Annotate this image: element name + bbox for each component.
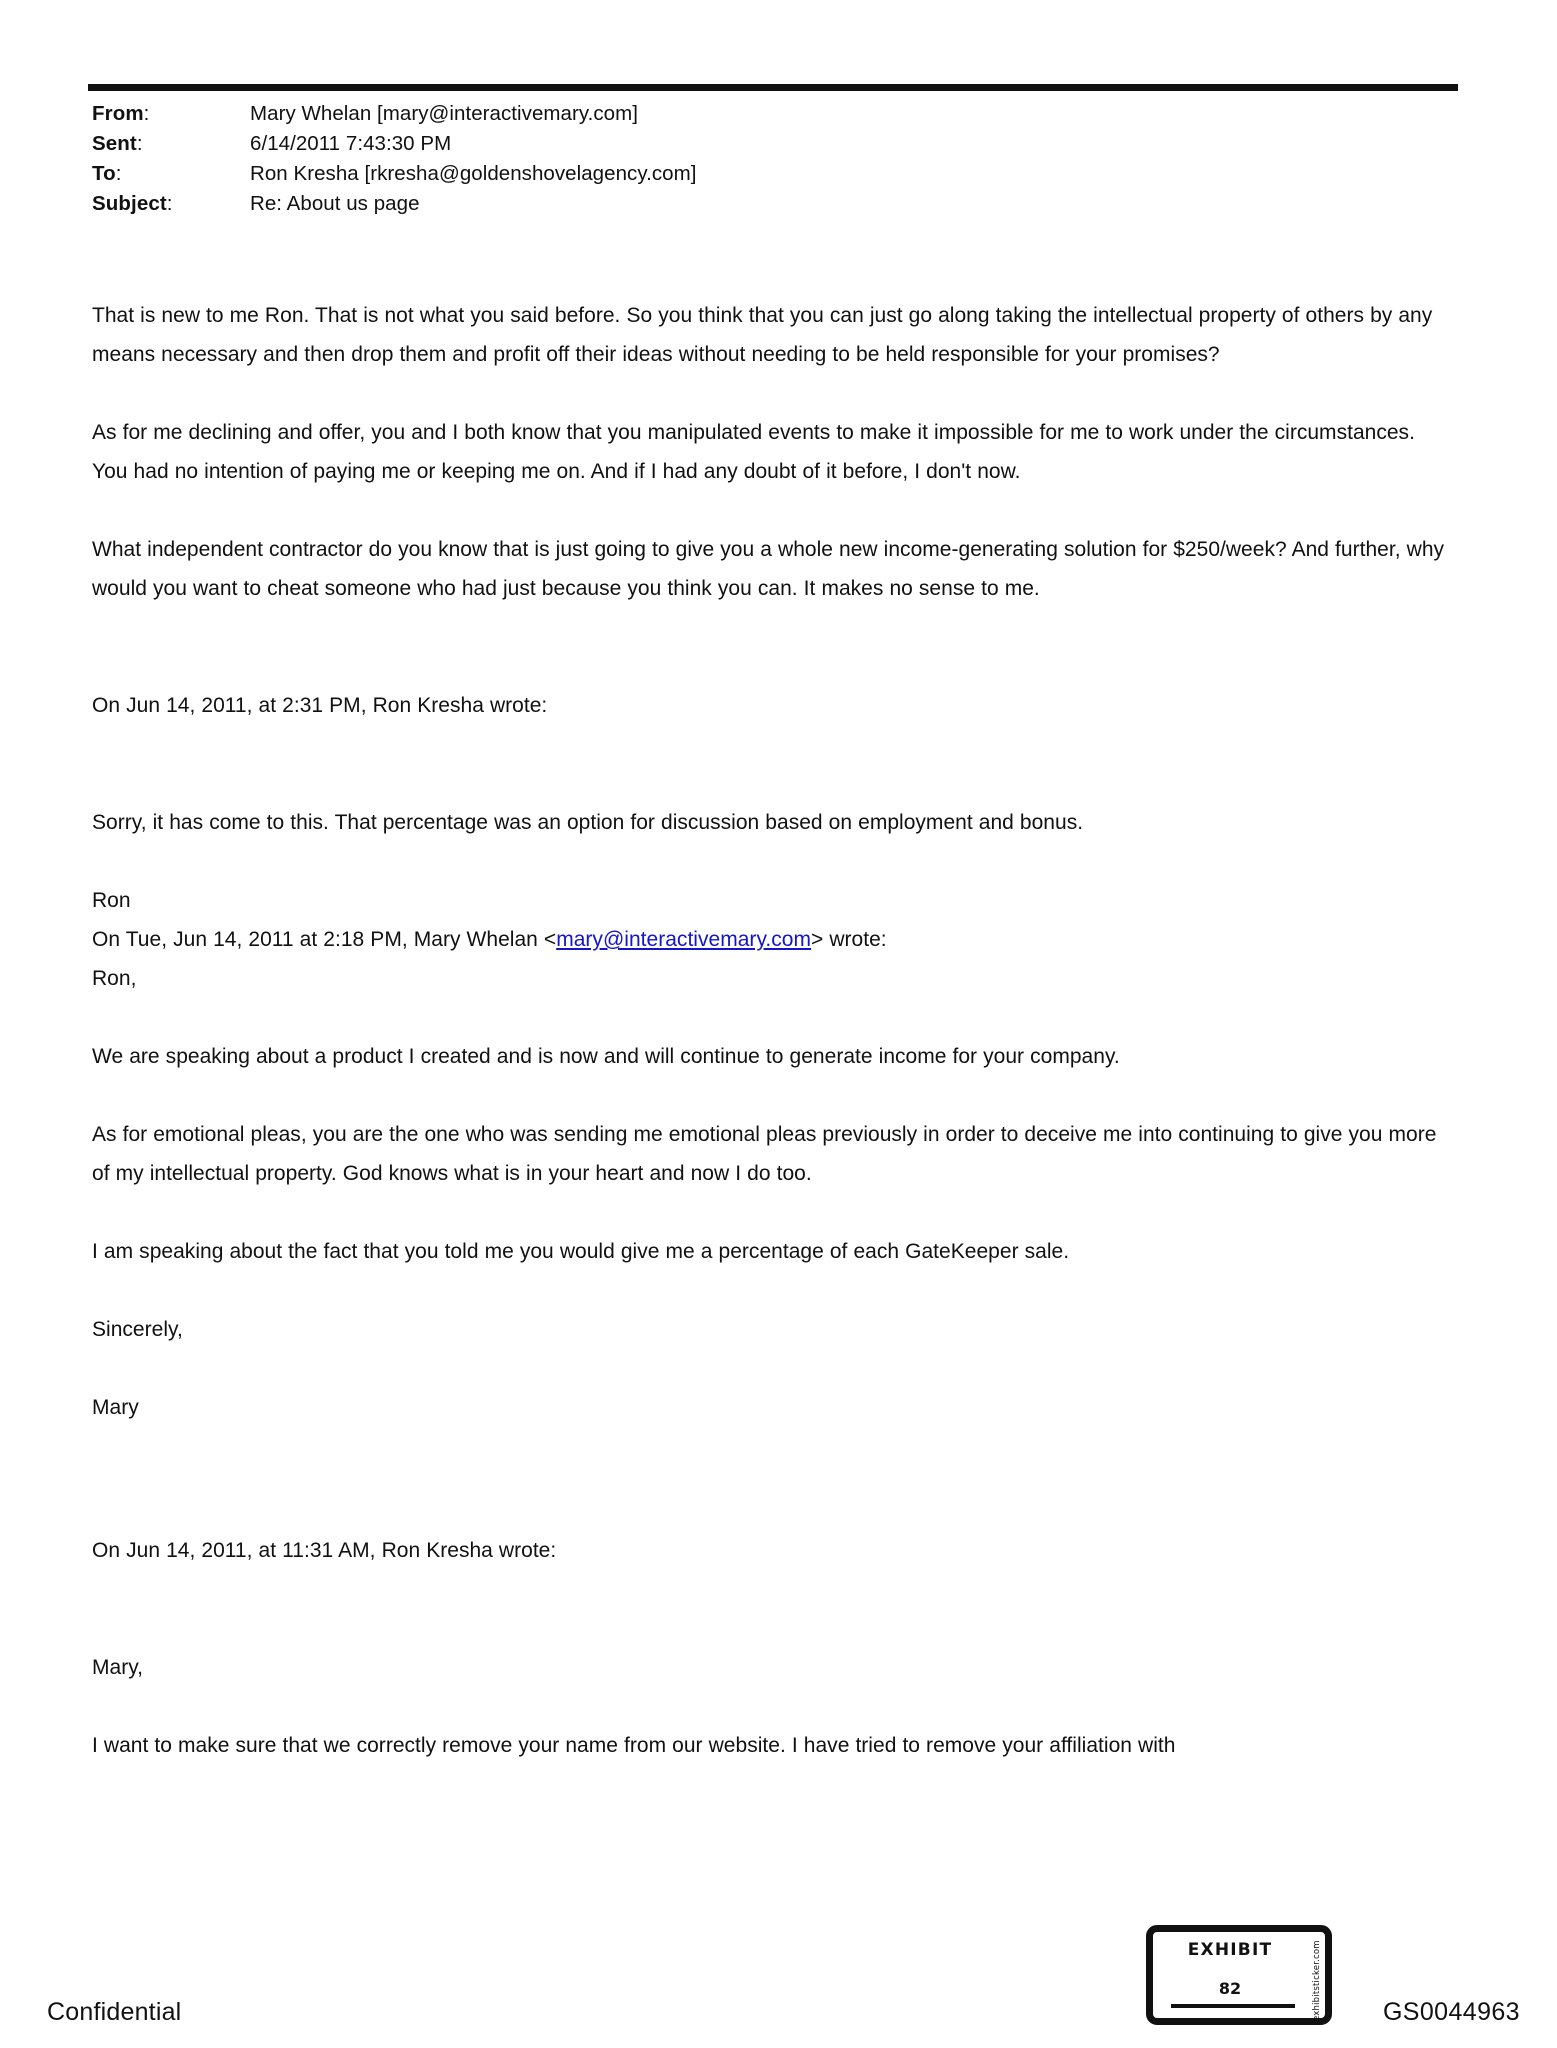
quoted-email-1-line: Sorry, it has come to this. That percentage was an option for discussion based on employment and bonus. (92, 811, 1084, 834)
quoted-email-2-paragraph-1: We are speaking about a product I created and is now and will continue to generate income for your company. (92, 1045, 1120, 1068)
paragraph-spacer (92, 1271, 1452, 1310)
quoted-email-2-paragraph-3: I am speaking about the fact that you told me you would give me a percentage of each GateKeeper sale. (92, 1240, 1070, 1263)
header-divider-rule (88, 84, 1458, 91)
email-header-row-to (92, 159, 1472, 189)
paragraph-spacer (92, 1076, 1452, 1115)
paragraph-spacer (92, 725, 1452, 803)
email-header-row-sent (92, 129, 1472, 159)
quoted-email-2-paragraph-2: As for emotional pleas, you are the one who was sending me emotional pleas previously in order to deceive me into continuing to give you more of my intellectual property. God knows what is in your heart and now I do too. (92, 1123, 1437, 1185)
paragraph-spacer (92, 374, 1452, 413)
footer-confidentiality-label: Confidential (47, 1998, 182, 2026)
paragraph-spacer (92, 998, 1452, 1037)
exhibit-sticker-underline (1171, 2004, 1295, 2008)
quoted-email-2-intro-prefix: On Tue, Jun 14, 2011 at 2:18 PM, Mary Whelan < (92, 928, 557, 951)
quoted-email-1-signoff: Ron (92, 889, 131, 912)
paragraph-spacer (92, 608, 1452, 686)
quoted-email-3-intro: On Jun 14, 2011, at 11:31 AM, Ron Kresha wrote: (92, 1539, 557, 1562)
email-header-value-subject: Re: About us page (250, 192, 420, 215)
email-header-label-sent: Sent: (92, 132, 143, 155)
email-header-value-sent: 6/14/2011 7:43:30 PM (250, 132, 452, 155)
footer-bates-number: GS0044963 (1382, 1998, 1520, 2026)
quoted-email-2-closing: Sincerely, (92, 1318, 183, 1341)
quoted-email-2-signature: Mary (92, 1396, 139, 1419)
quoted-email-2-greeting: Ron, (92, 967, 137, 990)
email-header-block (92, 99, 1472, 219)
email-header-value-to: Ron Kresha [rkresha@goldenshovelagency.com] (250, 162, 697, 185)
quoted-email-1-intro: On Jun 14, 2011, at 2:31 PM, Ron Kresha wrote: (92, 694, 548, 717)
exhibit-sticker-vendor-text: exhibitsticker.com (1312, 1940, 1322, 2022)
email-address-link[interactable]: mary@interactivemary.com (556, 928, 811, 951)
paragraph-spacer (92, 1427, 1452, 1531)
quoted-email-3-greeting: Mary, (92, 1656, 144, 1679)
email-header-value-from: Mary Whelan [mary@interactivemary.com] (250, 102, 638, 125)
paragraph-spacer (92, 1349, 1452, 1388)
email-body-block (92, 296, 1452, 1765)
paragraph-spacer (92, 491, 1452, 530)
paragraph-spacer (92, 1570, 1452, 1648)
email-header-label-from: From: (92, 102, 150, 125)
paragraph-spacer (92, 842, 1452, 881)
quoted-email-2-intro (92, 920, 1452, 959)
body-paragraph-2: As for me declining and offer, you and I both know that you manipulated events to make it impossible for me to work under the circumstances. You had no intention of paying me or keeping me on. And if I had any doubt of it before, I don't now. (92, 421, 1415, 483)
quoted-email-3-paragraph-1: I want to make sure that we correctly remove your name from our website. I have tried to remove your affiliation with (92, 1734, 1176, 1757)
email-header-row-from (92, 99, 1472, 129)
exhibit-sticker (1146, 1925, 1332, 2025)
paragraph-spacer (92, 1193, 1452, 1232)
email-header-label-to: To: (92, 162, 122, 185)
quoted-email-2-intro-suffix: > wrote: (811, 928, 887, 951)
paragraph-spacer (92, 1687, 1452, 1726)
body-paragraph-3: What independent contractor do you know that is just going to give you a whole new income-generating solution for $250/week? And further, why would you want to cheat someone who had just because you think you can. It makes no sense to me. (92, 538, 1445, 600)
exhibit-sticker-number: 82 (1218, 1979, 1242, 1998)
email-header-label-subject: Subject: (92, 192, 173, 215)
body-paragraph-1: That is new to me Ron. That is not what you said before. So you think that you can just go along taking the intellectual property of others by any means necessary and then drop them and profit off their ideas without needing to be held responsible for your promises? (92, 304, 1433, 366)
exhibit-sticker-title: EXHIBIT (1187, 1940, 1273, 1960)
email-header-row-subject (92, 189, 1472, 219)
